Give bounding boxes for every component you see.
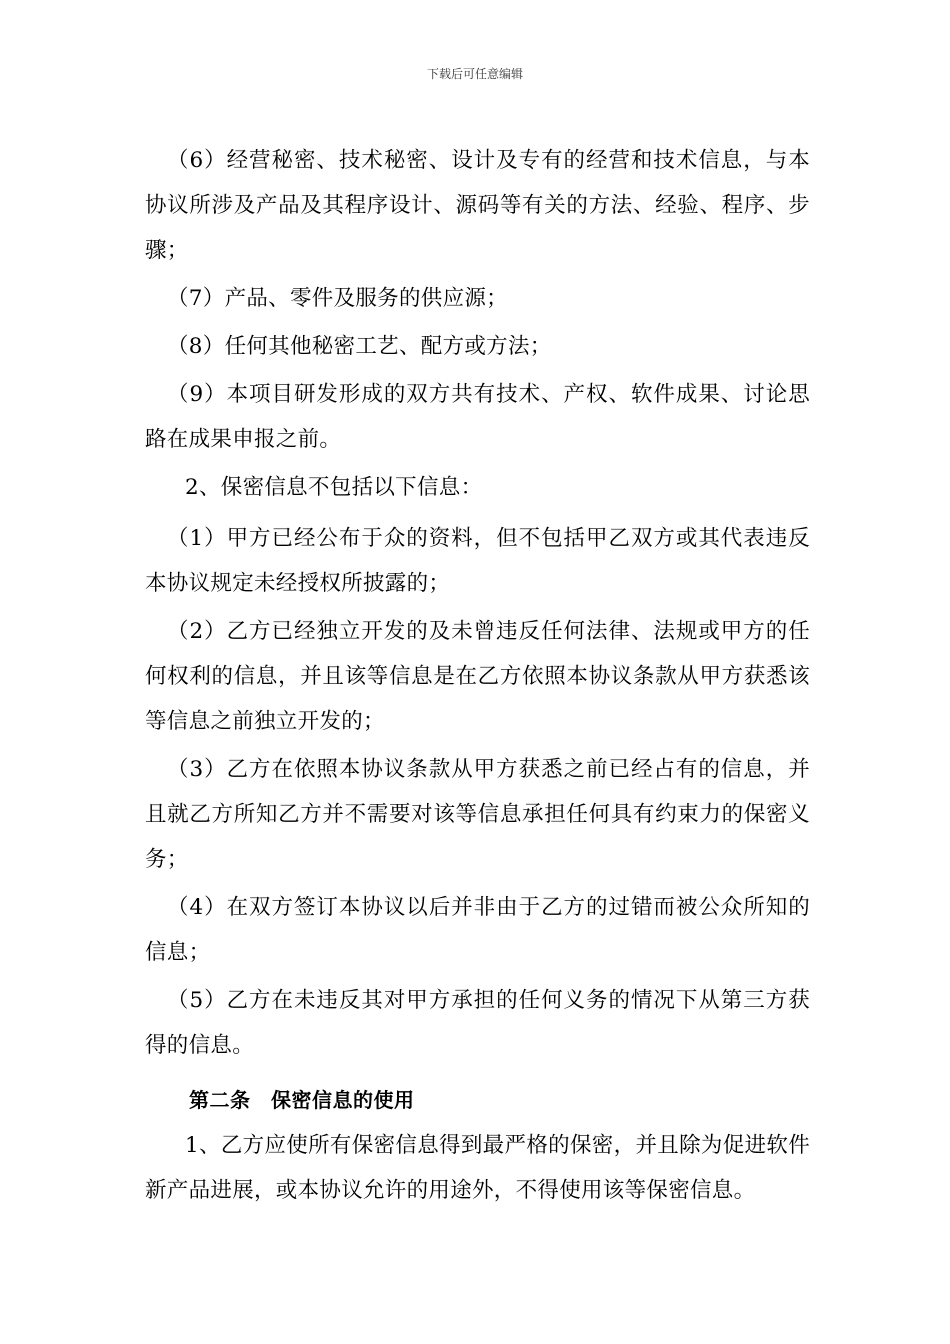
- paragraph-item-9: （9）本项目研发形成的双方共有技术、产权、软件成果、讨论思路在成果申报之前。: [145, 382, 810, 452]
- paragraph-item-7: （7）产品、零件及服务的供应源；: [167, 286, 508, 311]
- paragraph-item-6: （6）经营秘密、技术秘密、设计及专有的经营和技术信息，与本协议所涉及产品及其程序设计、源码等有关的方法、经验、程序、步骤；: [145, 148, 810, 263]
- paragraph-item-8: （8）任何其他秘密工艺、配方或方法；: [167, 334, 552, 359]
- paragraph-exclusion-2: （2）乙方已经独立开发的及未曾违反任何法律、法规或甲方的任何权利的信息，并且该等信息是在乙方依照本协议条款从甲方获悉该等信息之前独立开发的；: [145, 619, 810, 734]
- page-header: 下载后可任意编辑: [426, 67, 523, 81]
- paragraph-usage-1: 1、乙方应使所有保密信息得到最严格的保密，并且除为促进软件新产品进展，或本协议允许的用途外，不得使用该等保密信息。: [145, 1133, 810, 1203]
- section-heading-article-2: 第二条 保密信息的使用: [189, 1088, 415, 1112]
- paragraph-exclusion-3: （3）乙方在依照本协议条款从甲方获悉之前已经占有的信息，并且就乙方所知乙方并不需要对该等信息承担任何具有约束力的保密义务；: [145, 757, 810, 872]
- paragraph-exclusions-intro: 2、保密信息不包括以下信息：: [185, 475, 483, 500]
- document-body: [145, 138, 810, 1213]
- paragraph-exclusion-1: （1）甲方已经公布于众的资料，但不包括甲乙双方或其代表违反本协议规定未经授权所披露的；: [145, 526, 810, 596]
- paragraph-exclusion-4: （4）在双方签订本协议以后并非由于乙方的过错而被公众所知的信息；: [145, 895, 810, 965]
- paragraph-exclusion-5: （5）乙方在未违反其对甲方承担的任何义务的情况下从第三方获得的信息。: [145, 988, 810, 1058]
